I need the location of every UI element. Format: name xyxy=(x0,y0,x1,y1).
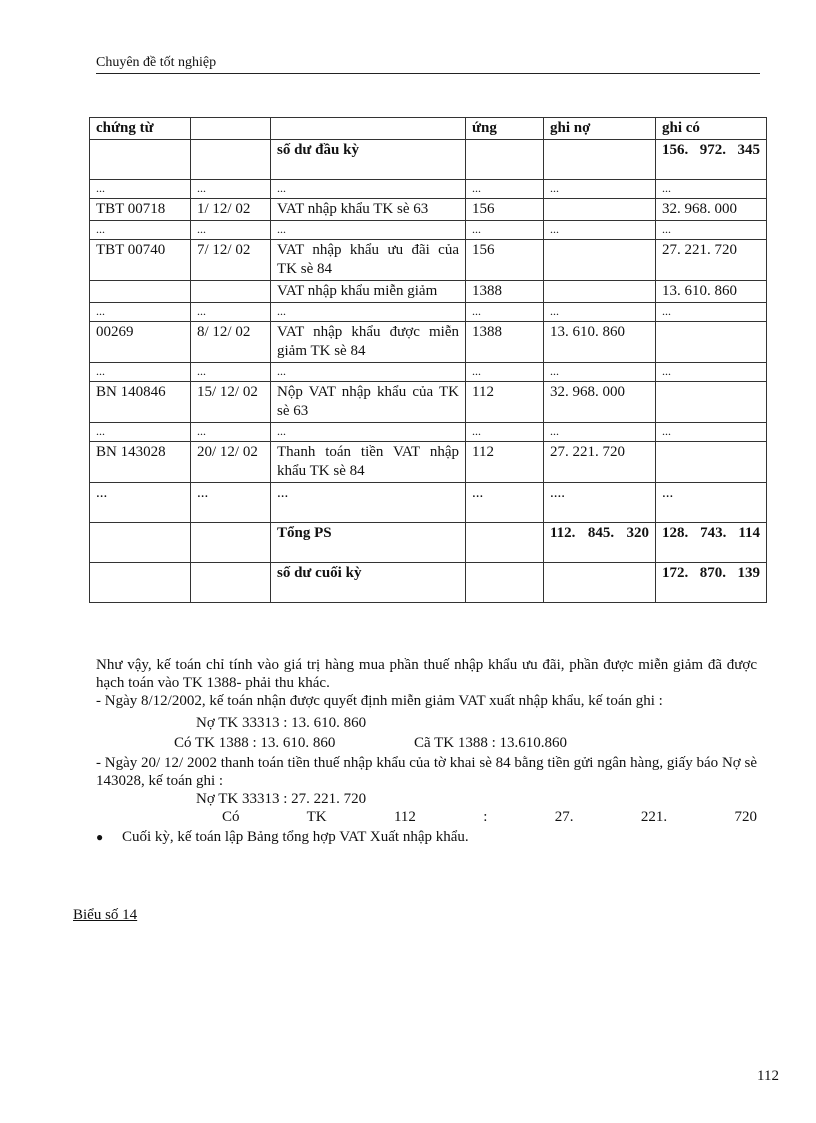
table-row: BN 140846 15/ 12/ 02 Nộp VAT nhập khẩu của TK sè 63 112 32. 968. 000 xyxy=(90,382,767,423)
header-cell: ghi nợ xyxy=(544,118,656,140)
total-debit: 112. 845. 320 xyxy=(544,523,656,563)
table-row: TBT 00740 7/ 12/ 02 VAT nhập khẩu ưu đãi của TK sè 84 156 27. 221. 720 xyxy=(90,240,767,281)
entry-credit-line xyxy=(96,734,757,752)
bullet-item xyxy=(96,828,757,846)
table-header-row xyxy=(90,118,767,140)
opening-balance-label: số dư đầu kỳ xyxy=(271,140,466,180)
ellipsis-row: ... ... ... ... .... ... xyxy=(90,483,767,523)
entry-debit: Nợ TK 33313 : 13. 610. 860 xyxy=(196,715,367,731)
header-cell xyxy=(271,118,466,140)
table-row: BN 143028 20/ 12/ 02 Thanh toán tiền VAT nhập khẩu TK sè 84 112 27. 221. 720 xyxy=(90,442,767,483)
ellipsis-row: ... ... ... ... ... ... xyxy=(90,303,767,322)
ledger-table xyxy=(89,117,767,603)
entry-credit-alt: Cã TK 1388 : 13.610.860 xyxy=(414,735,568,751)
closing-balance-credit: 172. 870. 139 xyxy=(656,563,767,603)
figure-caption: Biểu số 14 xyxy=(73,907,138,923)
total-row xyxy=(90,523,767,563)
ellipsis-row: ... ... ... ... ... ... xyxy=(90,423,767,442)
closing-balance-label: số dư cuối kỳ xyxy=(271,563,466,603)
total-label: Tổng PS xyxy=(271,523,466,563)
opening-balance-credit: 156. 972. 345 xyxy=(656,140,767,180)
ellipsis-row: ... ... ... ... ... ... xyxy=(90,221,767,240)
header-cell: chứng từ xyxy=(90,118,191,140)
table-row: TBT 00718 1/ 12/ 02 VAT nhập khẩu TK sè 63 156 32. 968. 000 xyxy=(90,199,767,221)
entry-credit: Có TK 112 : 27. 221. 720 xyxy=(222,809,757,825)
entry-debit: Nợ TK 33313 : 27. 221. 720 xyxy=(196,791,367,807)
paragraph: - Ngày 8/12/2002, kế toán nhận được quyết định miễn giảm VAT xuất nhập khẩu, kế toán ghi : xyxy=(96,693,663,709)
ellipsis-row: ... ... ... ... ... ... xyxy=(90,180,767,199)
total-credit: 128. 743. 114 xyxy=(656,523,767,563)
paragraph: - Ngày 20/ 12/ 2002 thanh toán tiền thuế nhập khẩu của tờ khai sè 84 bằng tiền gửi ngân hàng, giấy báo Nợ sè 143028, kế toán ghi : xyxy=(96,755,757,789)
header-cell xyxy=(191,118,271,140)
page-number: 112 xyxy=(757,1068,779,1084)
entry-credit: Có TK 1388 : 13. 610. 860 xyxy=(174,735,336,751)
opening-balance-row xyxy=(90,140,767,180)
closing-balance-row xyxy=(90,563,767,603)
header-cell: ghi có xyxy=(656,118,767,140)
body-text xyxy=(96,656,757,846)
bullet-icon: ● xyxy=(96,830,104,844)
header-title: Chuyên đề tốt nghiệp xyxy=(96,55,217,70)
page-header xyxy=(96,55,760,74)
ellipsis-row: ... ... ... ... ... ... xyxy=(90,363,767,382)
header-cell: ứng xyxy=(466,118,544,140)
paragraph: Như vậy, kế toán chỉ tính vào giá trị hàng mua phần thuế nhập khẩu ưu đãi, phần được miễn giảm đã được hạch toán vào TK 1388- phải thu khác. xyxy=(96,657,757,691)
table-row: VAT nhập khẩu miễn giảm 1388 13. 610. 860 xyxy=(90,281,767,303)
bullet-text: Cuối kỳ, kế toán lập Bảng tổng hợp VAT Xuất nhập khẩu. xyxy=(122,829,469,845)
table-row: 00269 8/ 12/ 02 VAT nhập khẩu được miễn giảm TK sè 84 1388 13. 610. 860 xyxy=(90,322,767,363)
